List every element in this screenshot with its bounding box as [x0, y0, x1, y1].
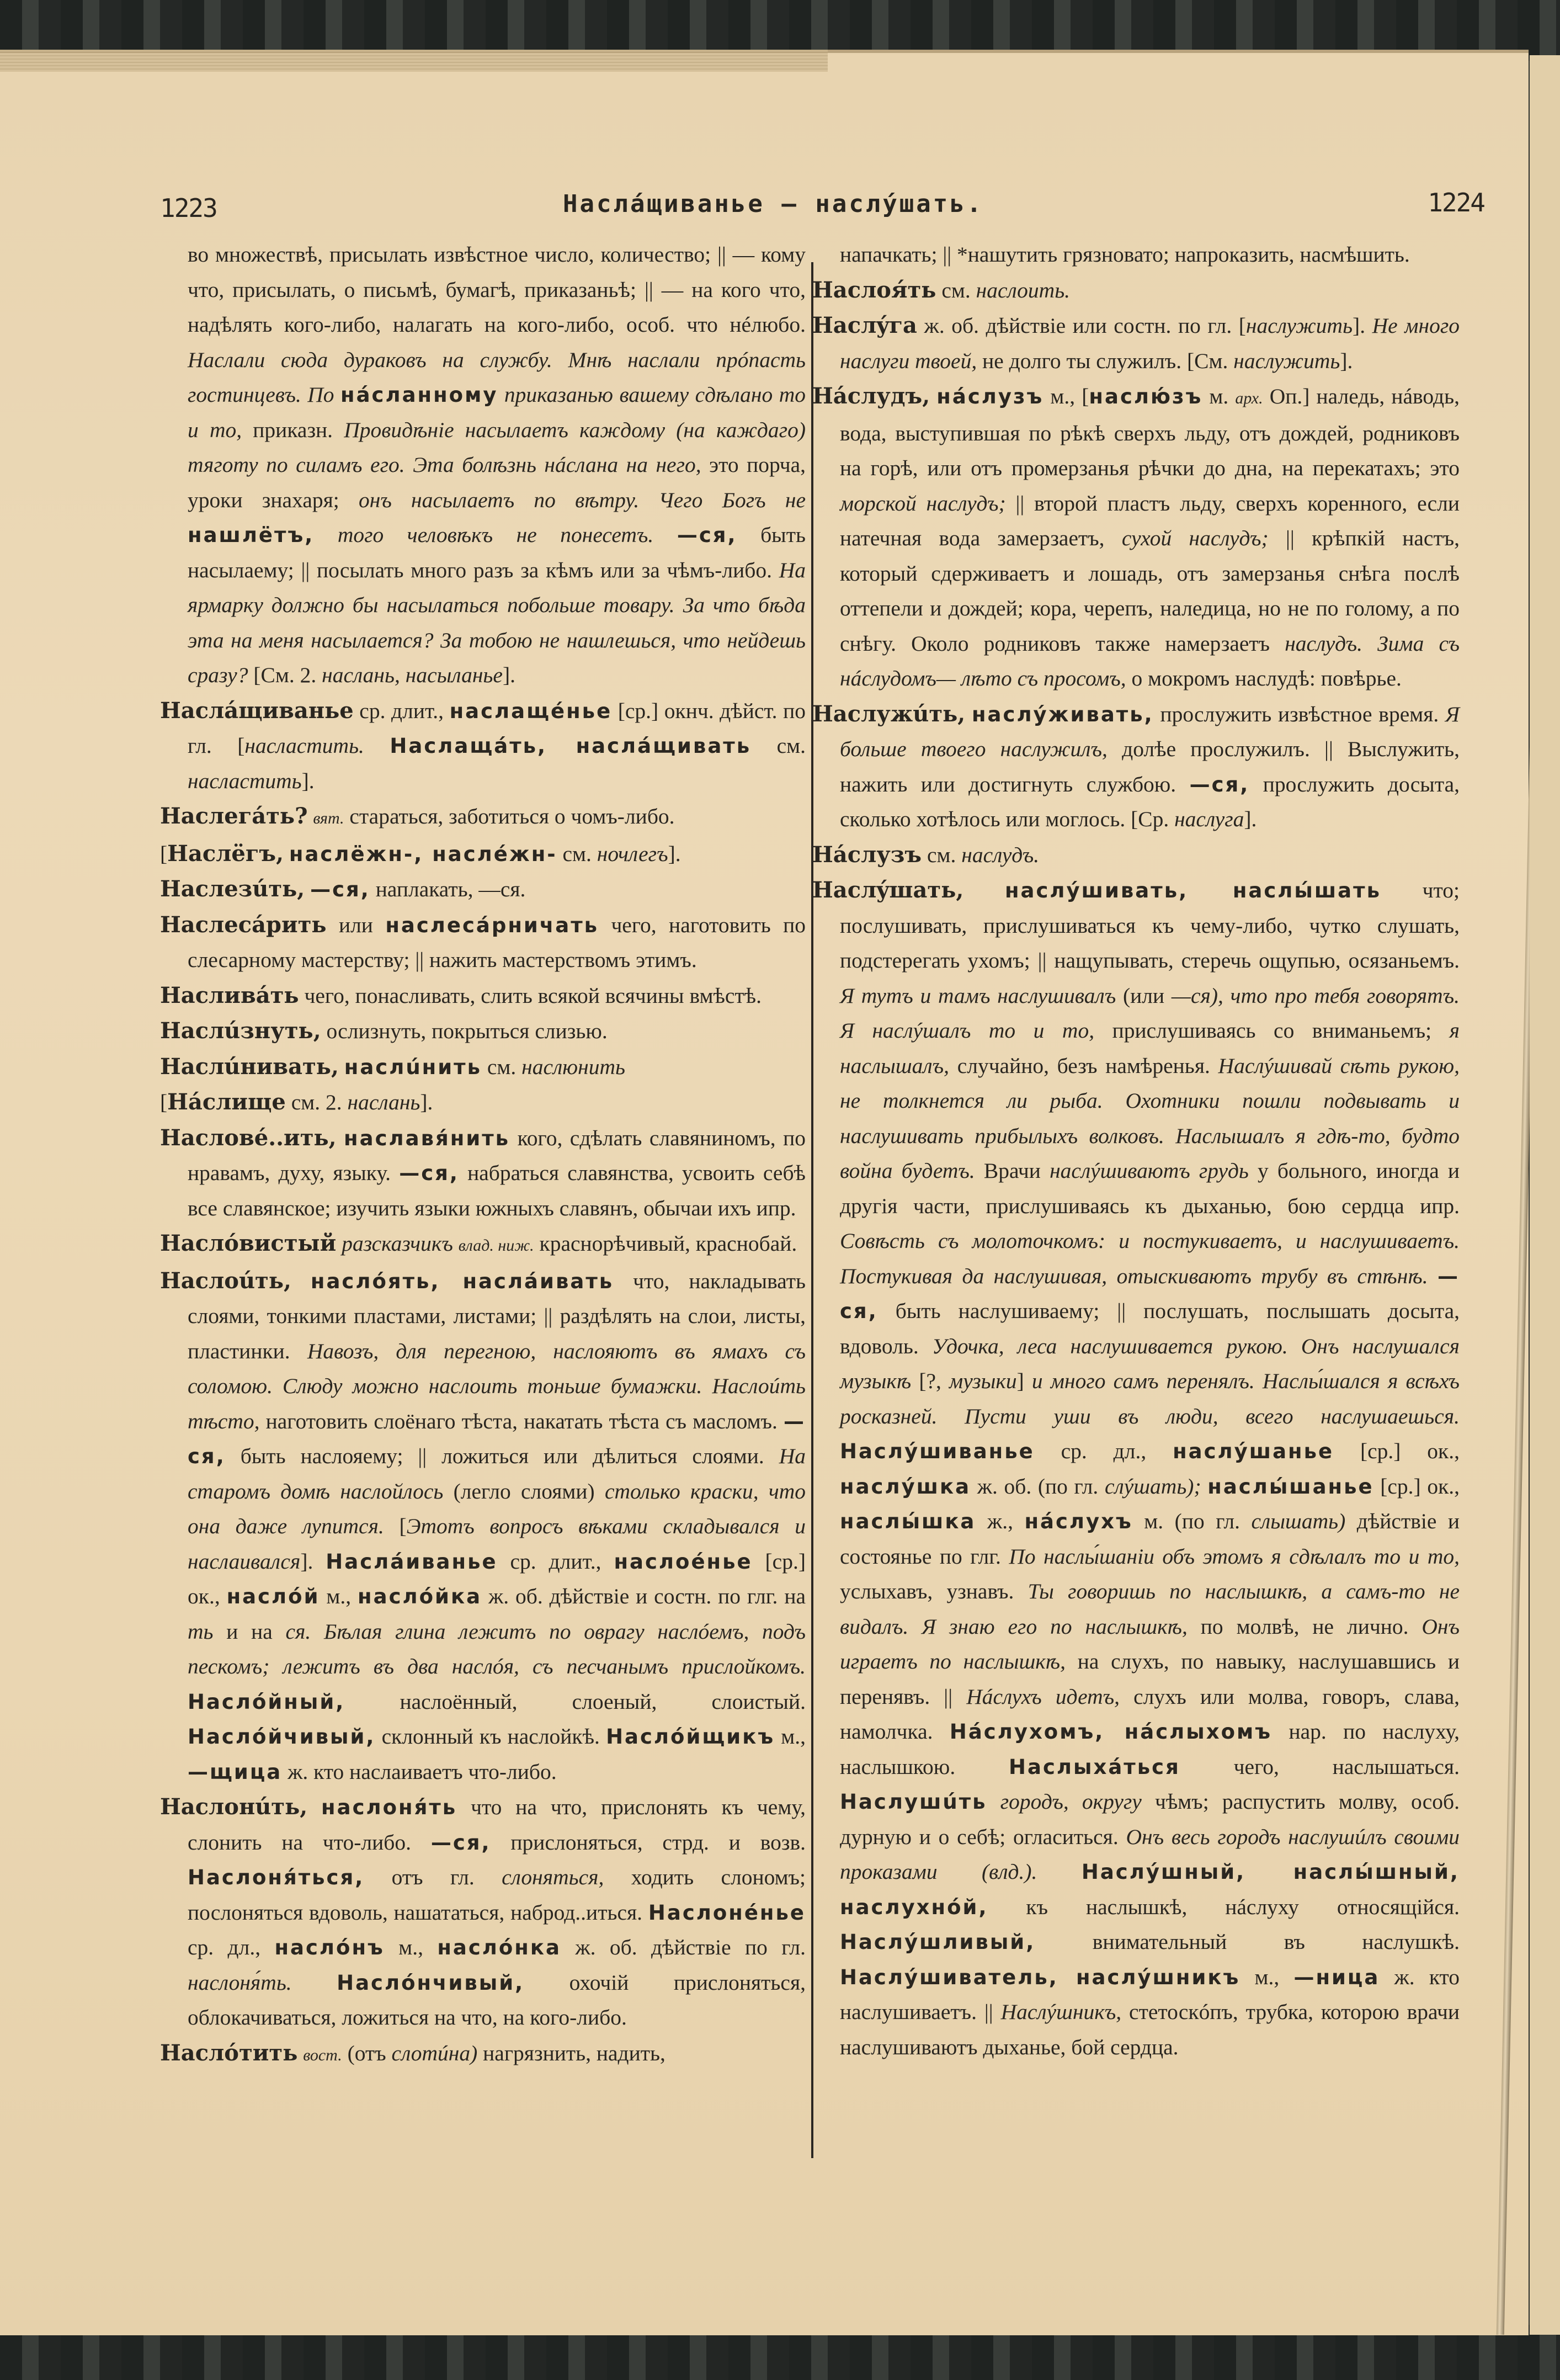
- example-italic: —ся), что про тебя говорятъ. Я наслýшалъ то и то,: [840, 983, 1460, 1043]
- definition-text: или: [326, 912, 386, 937]
- definition-text: быть наслушиваему; || послушать, послышать досыта, вдоволь.: [840, 1299, 1460, 1358]
- definition-text: отъ гл.: [364, 1865, 502, 1889]
- definition-text: [297, 2041, 303, 2065]
- definition-text: м. (по гл.: [1132, 1509, 1252, 1533]
- definition-text: ж. кто наслаиваетъ что-либо.: [282, 1759, 557, 1784]
- derived-form: наслащéнье: [449, 699, 613, 723]
- headword: Наслúзнуть,: [160, 1018, 321, 1044]
- definition-text: [: [160, 841, 168, 866]
- derived-form: —щица: [188, 1760, 283, 1784]
- definition-text: набраться славянства, усвоить себѣ все славянское; изучить языки южныхъ славянъ, обычаи ихъ ипр.: [188, 1161, 806, 1220]
- definition-text: къ наслышкѣ, нáслуху относящійся.: [988, 1894, 1460, 1919]
- definition-text: прослужить извѣстное время.: [1153, 702, 1446, 726]
- derived-form: наслýшка: [840, 1474, 971, 1499]
- definition-text: стетоскóпъ, трубка, которою врачи наслушиваютъ дыханье, бой сердца.: [840, 2000, 1460, 2059]
- example-italic: и много самъ перенялъ. Наслы́шался я всѣхъ росказней. Пусти уши въ люди, всего наслушаешься.: [840, 1369, 1460, 1428]
- next-page-edge: [1530, 55, 1560, 2335]
- definition-text: услыхавъ, узнавъ.: [840, 1579, 1028, 1603]
- definition-text: м.,: [775, 1724, 806, 1749]
- example-italic: наслоить.: [976, 278, 1071, 302]
- definition-text: м.: [1202, 384, 1236, 408]
- headword: Насловé..ить,: [160, 1124, 337, 1151]
- dictionary-entry: [812, 837, 1460, 873]
- headword: Наслегáть?: [160, 803, 308, 829]
- definition-text: ].: [1340, 348, 1353, 373]
- region-label: влад. ниж.: [458, 1236, 534, 1255]
- example-italic: городъ, округу: [1000, 1789, 1142, 1814]
- example-italic: Я тутъ и тамъ наслушивалъ: [840, 983, 1116, 1008]
- example-italic: Наслýшивай сѣть рукою, не толкнется ли рыба. Охотники пошли подвывать и наслушивать прибылыхъ волковъ. Наслышалъ я гдѣ-то, будто война будетъ.: [840, 1053, 1460, 1183]
- definition-text: это порча, уроки знахаря;: [188, 453, 806, 512]
- headword: Наслужúть,: [812, 700, 966, 727]
- dictionary-entry: [160, 693, 806, 799]
- definition-text: м., [: [1043, 384, 1089, 408]
- entry-continuation: [812, 237, 1460, 273]
- page-header: [160, 188, 1484, 226]
- example-italic: наслудъ. Зима съ нáслудомъ— лѣто съ просомъ,: [840, 631, 1460, 690]
- dictionary-entry: [160, 872, 806, 907]
- derived-form: наслоня́ть: [321, 1795, 457, 1819]
- definition-text: [284, 842, 289, 866]
- dictionary-entry: [812, 379, 1460, 697]
- definition-text: ].: [300, 1549, 326, 1574]
- example-italic: музыки: [949, 1369, 1017, 1393]
- definition-text: что, накладывать слоями, тонкими пластами, листами; || раздѣлять на слои, листы, пластинки.: [188, 1268, 806, 1363]
- definition-text: [453, 1231, 459, 1256]
- example-italic: наслань: [347, 1090, 420, 1114]
- definition-text: быть насылаему; || посылать много разъ за кѣмъ или за чѣмъ-либо.: [188, 523, 806, 582]
- example-italic: морской наслудъ;: [840, 491, 1006, 516]
- dictionary-entry: [160, 836, 806, 872]
- example-italic: насластить: [188, 768, 302, 793]
- definition-text: [307, 1795, 321, 1819]
- example-italic: Я больше твоего наслужилъ,: [840, 702, 1460, 761]
- derived-form: Наслóнчивый,: [337, 1970, 525, 1995]
- derived-form: Наслýшиватель, наслýшникъ: [840, 1965, 1240, 1989]
- example-italic: приказанью вашему сдѣлано то и то,: [188, 382, 806, 442]
- dictionary-entry: [160, 1789, 806, 2036]
- derived-form: наслýживать,: [971, 702, 1154, 726]
- definition-text: ж.,: [976, 1509, 1025, 1533]
- page-edges: [0, 50, 828, 72]
- definition-text: краснорѣчивый, краснобай.: [534, 1231, 797, 1256]
- definition-text: (или: [1116, 983, 1172, 1008]
- definition-text: не долго ты служилъ. [См.: [977, 348, 1234, 373]
- dictionary-entry: [160, 1049, 806, 1085]
- definition-text: [364, 734, 390, 758]
- definition-text: [930, 384, 936, 408]
- definition-text: [См. 2.: [248, 663, 322, 687]
- definition-text: [291, 1269, 311, 1293]
- definition-text: м.,: [1240, 1964, 1294, 1989]
- definition-text: ср. дл.,: [188, 1935, 275, 1959]
- definition-text: внимательный въ наслушкѣ.: [1035, 1930, 1460, 1954]
- example-italic: ть: [188, 1619, 214, 1644]
- definition-text: дѣйствіе и состоянье по глг.: [840, 1509, 1460, 1569]
- derived-form: наслы́шка: [840, 1510, 976, 1533]
- definition-text: [1428, 1264, 1437, 1288]
- definition-text: ж. кто наслушиваетъ. ||: [840, 1964, 1460, 2024]
- example-italic: ночлегъ: [597, 841, 668, 866]
- example-italic: я наслышалъ,: [840, 1018, 1460, 1078]
- definition-text: [336, 1231, 342, 1256]
- definition-text: [339, 1055, 344, 1079]
- definition-text: у больного, иногда и другія части, прислушиваясь къ дыханью, бою сердца ипр.: [840, 1159, 1460, 1218]
- derived-form: Наслоня́ться,: [188, 1866, 365, 1889]
- definition-text: чего, наслышаться.: [1180, 1754, 1460, 1779]
- definition-text: ходить слономъ; послоняться вдоволь, нашататься, наброд..иться.: [188, 1865, 806, 1925]
- headword: Наслýга: [812, 312, 917, 338]
- definition-text: [?,: [911, 1369, 950, 1393]
- example-italic: Ты говоришь по наслышкѣ, а самъ-то не видалъ. Я знаю его по наслышкѣ,: [840, 1579, 1460, 1639]
- definition-text: ].: [1353, 314, 1372, 338]
- derived-form: —ся,: [840, 1264, 1460, 1323]
- derived-form: наслы́шанье: [1207, 1474, 1374, 1499]
- region-label: арх.: [1235, 389, 1263, 407]
- definition-text: наготовить слоёнаго тѣста, накатать тѣста съ масломъ.: [259, 1409, 784, 1433]
- definition-text: ж. об. дѣйствіе по гл.: [561, 1935, 806, 1959]
- derived-form: насло́ять, наслáивать: [310, 1269, 614, 1293]
- dictionary-entry: [812, 697, 1460, 837]
- definition-text: ж. об. дѣйствіе или состн. по гл. [: [917, 314, 1246, 338]
- derived-form: Нáслухомъ, нáслыхомъ: [949, 1720, 1273, 1744]
- headword: Насливáть: [160, 982, 299, 1008]
- definition-text: напачкать; || *нашутить грязновато; напроказить, насмѣшить.: [840, 242, 1410, 267]
- dictionary-entry: [160, 1013, 806, 1049]
- definition-text: быть наслояему; || ложиться или дѣлиться слоями.: [225, 1444, 779, 1468]
- headword: Наслонúть,: [160, 1794, 308, 1820]
- definition-text: [ср.] ок.,: [188, 1549, 806, 1608]
- definition-text: ].: [301, 768, 315, 793]
- derived-form: Наслóйный,: [188, 1690, 345, 1714]
- definition-text: ].: [502, 663, 515, 687]
- derived-form: Наслащáть, наслáщивать: [390, 734, 752, 758]
- example-italic: наслуга: [1174, 807, 1244, 831]
- derived-form: —ся,: [430, 1830, 491, 1855]
- definition-text: ж. об. дѣйствіе и состн. по глг. на: [482, 1584, 806, 1608]
- definition-text: [965, 702, 972, 726]
- derived-form: нáслузъ: [936, 385, 1044, 408]
- definition-text: м.,: [320, 1584, 358, 1608]
- example-italic: сухой наслудъ;: [1121, 526, 1269, 550]
- dictionary-entry: [812, 273, 1460, 309]
- example-italic: Нáслухъ идетъ,: [966, 1684, 1120, 1709]
- definition-text: см.: [936, 278, 976, 302]
- example-italic: По наслы́шаніи объ этомъ я сдѣлалъ то и то,: [1009, 1544, 1460, 1569]
- derived-form: —ся,: [188, 1409, 806, 1468]
- definition-text: ].: [668, 841, 681, 866]
- dictionary-entry: [160, 1226, 806, 1263]
- definition-text: (отъ: [342, 2041, 392, 2065]
- definition-text: (легло слоями): [443, 1479, 605, 1504]
- definition-text: см.: [557, 841, 597, 866]
- derived-form: —ся,: [1189, 772, 1250, 796]
- definition-text: [ср.] ок.,: [1334, 1439, 1460, 1463]
- definition-text: склонный къ наслойкѣ.: [375, 1724, 606, 1749]
- example-italic: Наслали сюда дураковъ на службу. Мнѣ наслали прóпасть гостинцевъ. По: [188, 347, 806, 407]
- definition-text: [308, 804, 313, 828]
- derived-form: Наслáиванье: [326, 1549, 498, 1574]
- definition-text: ср. длит.,: [353, 698, 450, 723]
- headword: Наслесáрить: [160, 911, 327, 938]
- derived-form: —ся,: [677, 523, 737, 547]
- derived-form: наславя́нить: [344, 1126, 510, 1150]
- definition-text: чего, наготовить по слесарному мастерству; || нажить мастерствомъ этимъ.: [188, 912, 806, 972]
- derived-form: наслёжн-, наслéжн-: [289, 842, 557, 866]
- example-italic: Удочка, леса наслушивается рукою. Онъ наслушался музыкѣ: [840, 1334, 1460, 1393]
- derived-form: наслóнъ: [274, 1936, 385, 1959]
- dictionary-entry: [160, 1120, 806, 1226]
- region-label: вят.: [313, 809, 344, 827]
- definition-text: на слухъ, по навыку, наслушавшись и перенявъ. ||: [840, 1649, 1460, 1709]
- dictionary-entry: [812, 308, 1460, 379]
- definition-text: [ср.] окнч. дѣйст. по гл. [: [188, 698, 806, 758]
- example-italic: На ярмарку должно бы насылаться побольше товару. За что бѣда эта на меня насылается? За тобою не нашлешься, что нейдешь сразу?: [188, 557, 806, 687]
- example-italic: наслýшиваютъ грудь: [1050, 1159, 1249, 1183]
- example-italic: Навозъ, для перегною, наслояютъ въ ямахъ съ соломою. Слюду можно наслоить тоньше бумажки. Наслоúть тѣсто,: [188, 1338, 806, 1433]
- entry-continuation: [160, 237, 806, 693]
- definition-text: || второй пластъ льду, сверхъ коренного, если натечная вода замерзаетъ,: [840, 491, 1460, 550]
- definition-text: о мокромъ наслудѣ: повѣрье.: [1126, 666, 1402, 690]
- example-italic: слýшать);: [1104, 1474, 1201, 1499]
- definition-text: [305, 877, 310, 901]
- example-italic: ся. Бѣлая глина лежитъ по оврагу наслóемъ, подъ пескомъ; лежитъ въ два наслóя, съ песчанымъ прислойкомъ.: [188, 1619, 806, 1678]
- definition-text: во множествѣ, присылать извѣстное число, количество; || — кому что, присылать, о письмѣ, бумагѣ, приказаньѣ; || — на кого что, надѣлять кого-либо, налагать на кого-либо, особ. что нéлюбо.: [188, 242, 806, 337]
- definition-text: Оп.] наледь, нáводь, вода, выступившая по рѣкѣ сверхъ льду, отъ дождей, родниковъ на горѣ, или отъ промерзанья рѣчки до дна, на перекатахъ; это: [840, 384, 1460, 480]
- definition-text: [292, 1970, 337, 1995]
- definition-text: чего, понасливать, слить всякой всячины вмѣстѣ.: [299, 983, 762, 1008]
- right-column: [806, 237, 1460, 2065]
- definition-text: охочій прислоняться, облокачиваться, ложиться на что, на кого-либо.: [188, 1970, 806, 2030]
- definition-text: стараться, заботиться о чомъ-либо.: [344, 804, 675, 828]
- example-italic: На старомъ домѣ наслойлось: [188, 1444, 806, 1504]
- example-italic: Не много наслуги твоей,: [840, 314, 1460, 373]
- definition-text: долѣе прослужилъ. || Выслужить, нажить или достигнуть службою.: [840, 737, 1460, 796]
- dictionary-entry: [160, 799, 806, 836]
- derived-form: наслю́зъ: [1089, 385, 1203, 408]
- headword: Наслóвистый: [160, 1230, 337, 1256]
- definition-text: прислоняться, стрд. и возв.: [491, 1830, 806, 1855]
- definition-text: ср. дл.,: [1034, 1439, 1173, 1463]
- definition-text: ж. об. (по гл.: [971, 1474, 1105, 1499]
- definition-text: [1037, 1860, 1081, 1884]
- definition-text: нар. по наслуху, наслышкою.: [840, 1719, 1460, 1779]
- definition-text: м.,: [384, 1935, 438, 1959]
- derived-form: Наслóйчивый,: [188, 1725, 376, 1749]
- definition-text: случайно, безъ намѣренья.: [949, 1053, 1218, 1078]
- example-italic: наслужить: [1233, 348, 1340, 373]
- headword: Наслоя́ть: [812, 277, 936, 303]
- headword: Наслýшать,: [812, 877, 964, 903]
- definition-text: || крѣпкій настъ, который сдерживаетъ и лошадь, отъ замерзанья снѣга послѣ оттепели и дождей; кора, черепъ, наледица, но не по голому, а по снѣгу. Около родниковъ также намерзаетъ: [840, 526, 1460, 656]
- example-italic: слышать): [1251, 1509, 1346, 1533]
- example-italic: наслюнить: [521, 1054, 625, 1079]
- derived-form: —ся,: [310, 878, 370, 901]
- derived-form: наслóнка: [437, 1936, 561, 1959]
- definition-text: [: [384, 1514, 407, 1538]
- definition-text: нагрязнить, надить,: [477, 2041, 665, 2065]
- derived-form: наслóйка: [358, 1585, 482, 1608]
- headword: Нáслудъ,: [812, 383, 930, 409]
- definition-text: Врачи: [975, 1159, 1050, 1183]
- dictionary-entry: [160, 2036, 806, 2073]
- derived-form: нáсланному: [340, 383, 498, 407]
- headword: Наслоúть,: [160, 1267, 291, 1294]
- dictionary-entry: [160, 1085, 806, 1120]
- definition-text: ]: [1016, 1369, 1032, 1393]
- derived-form: нáслухъ: [1024, 1510, 1133, 1533]
- example-italic: наслоня́ть.: [188, 1970, 292, 1995]
- example-italic: онъ насылаетъ по вѣтру. Чего Богъ не: [358, 487, 806, 512]
- derived-form: нашлётъ,: [188, 523, 315, 547]
- definition-text: наплакать, —ся.: [370, 877, 526, 901]
- example-italic: Этотъ вопросъ вѣками складывался и наслаивался: [188, 1514, 806, 1574]
- definition-text: ].: [1244, 807, 1257, 831]
- definition-text: см.: [751, 734, 806, 758]
- headword: Наслóтить: [160, 2039, 298, 2066]
- example-italic: Провидѣніе насылаетъ каждому (на каждаго) тяготу по силамъ его. Эта болѣзнь нáслана на него,: [188, 417, 806, 477]
- example-italic: Онъ играетъ по наслышкѣ,: [840, 1614, 1460, 1674]
- running-head: Наслáщиванье — наслýшать.: [563, 190, 984, 218]
- headword: Наслáщиванье: [160, 697, 354, 724]
- derived-form: наслýшанье: [1173, 1439, 1334, 1463]
- dictionary-entry: [160, 1263, 806, 1790]
- example-italic: насластить.: [244, 734, 364, 758]
- dictionary-entry: [160, 978, 806, 1014]
- derived-form: —ница: [1293, 1965, 1380, 1989]
- definition-text: кого, сдѣлать славяниномъ, по нравамъ, духу, языку.: [188, 1125, 806, 1185]
- definition-text: [337, 1126, 344, 1150]
- definition-text: прислушиваясь со вниманьемъ;: [1094, 1018, 1450, 1043]
- derived-form: наслóй: [226, 1585, 320, 1608]
- example-italic: столько краски, что она даже лупится.: [188, 1479, 806, 1538]
- definition-text: прослужить досыта, сколько хотѣлось или моглось. [Ср.: [840, 772, 1460, 831]
- example-italic: того человѣкъ не понесетъ.: [314, 523, 677, 547]
- definition-text: и на: [213, 1619, 286, 1644]
- definition-text: наслоённый, слоеный, слоистый.: [345, 1689, 806, 1714]
- example-italic: наслань, насыланье: [322, 663, 503, 687]
- definition-text: см.: [482, 1054, 522, 1079]
- example-italic: Онъ весь городъ наслушúлъ своими проказами (влд.).: [840, 1824, 1460, 1884]
- definition-text: см.: [922, 842, 962, 867]
- definition-text: [ср.] ок.,: [1373, 1474, 1460, 1499]
- definition-text: [987, 1789, 1000, 1814]
- example-italic: слоняться,: [502, 1865, 604, 1889]
- example-italic: Совѣсть съ молоточкомъ: и постукиваетъ, и наслушиваетъ. Постукивая да наслушивая, отыскиваютъ трубу въ стѣнѣ.: [840, 1229, 1460, 1288]
- page-number-left: 1223: [160, 193, 217, 223]
- definition-text: ср. длит.,: [497, 1549, 614, 1574]
- definition-text: ].: [420, 1090, 433, 1114]
- page-number-right: 1224: [1428, 188, 1484, 217]
- derived-form: Наслыхáться: [1009, 1755, 1180, 1779]
- derived-form: наслýшивать, наслы́шать: [1004, 879, 1381, 902]
- example-italic: Наслýшникъ,: [1000, 2000, 1122, 2024]
- example-italic: наслужить: [1245, 314, 1353, 338]
- definition-text: см. 2.: [285, 1090, 348, 1114]
- dictionary-entry: [812, 873, 1460, 2065]
- derived-form: наслесáрничать: [385, 913, 599, 937]
- definition-text: [: [160, 1090, 168, 1114]
- definition-text: приказн.: [242, 417, 344, 442]
- derived-form: Наслóйщикъ: [606, 1725, 775, 1749]
- definition-text: по молвѣ, не лично.: [1187, 1614, 1422, 1639]
- derived-form: наслоéнье: [614, 1549, 753, 1574]
- dictionary-entry: [160, 907, 806, 978]
- headword: Наслёгъ,: [167, 840, 284, 867]
- region-label: вост.: [303, 2046, 342, 2064]
- headword: Наслезúть,: [160, 876, 305, 902]
- derived-form: Наслонéнье: [648, 1900, 806, 1925]
- headword: Наслúнивать,: [160, 1053, 339, 1080]
- definition-text: что на что, прислонять къ чему, слонить на что-либо.: [188, 1795, 806, 1855]
- definition-text: что; послушивать, прислушиваться къ чему-либо, чутко слушать, подстерегать ухомъ; || нащупывать, стеречь ощупью, осязаньемъ.: [840, 878, 1460, 973]
- definition-text: слухъ или молва, говоръ, слава, намолчка.: [840, 1684, 1460, 1744]
- example-italic: наслудъ.: [961, 842, 1040, 867]
- derived-form: Наслýшный, наслы́шный, наслухнóй,: [840, 1860, 1460, 1919]
- example-italic: слотúна): [391, 2041, 478, 2065]
- definition-text: ослизнуть, покрыться слизью.: [321, 1019, 608, 1043]
- left-column: [160, 237, 806, 2073]
- headword: Нáслище: [167, 1089, 286, 1115]
- derived-form: Наслýшливый,: [840, 1930, 1036, 1954]
- derived-form: —ся,: [399, 1161, 459, 1185]
- definition-text: [1201, 1474, 1208, 1499]
- derived-form: наслúнить: [344, 1055, 482, 1079]
- headword: Нáслузъ: [812, 841, 922, 868]
- definition-text: [963, 878, 1005, 902]
- definition-text: чѣмъ; распустить молву, особ. дурную и о себѣ; огласиться.: [840, 1789, 1460, 1849]
- derived-form: Наслýшиванье: [840, 1439, 1035, 1463]
- example-italic: разсказчикъ: [342, 1231, 453, 1256]
- derived-form: Наслушúть: [840, 1790, 987, 1814]
